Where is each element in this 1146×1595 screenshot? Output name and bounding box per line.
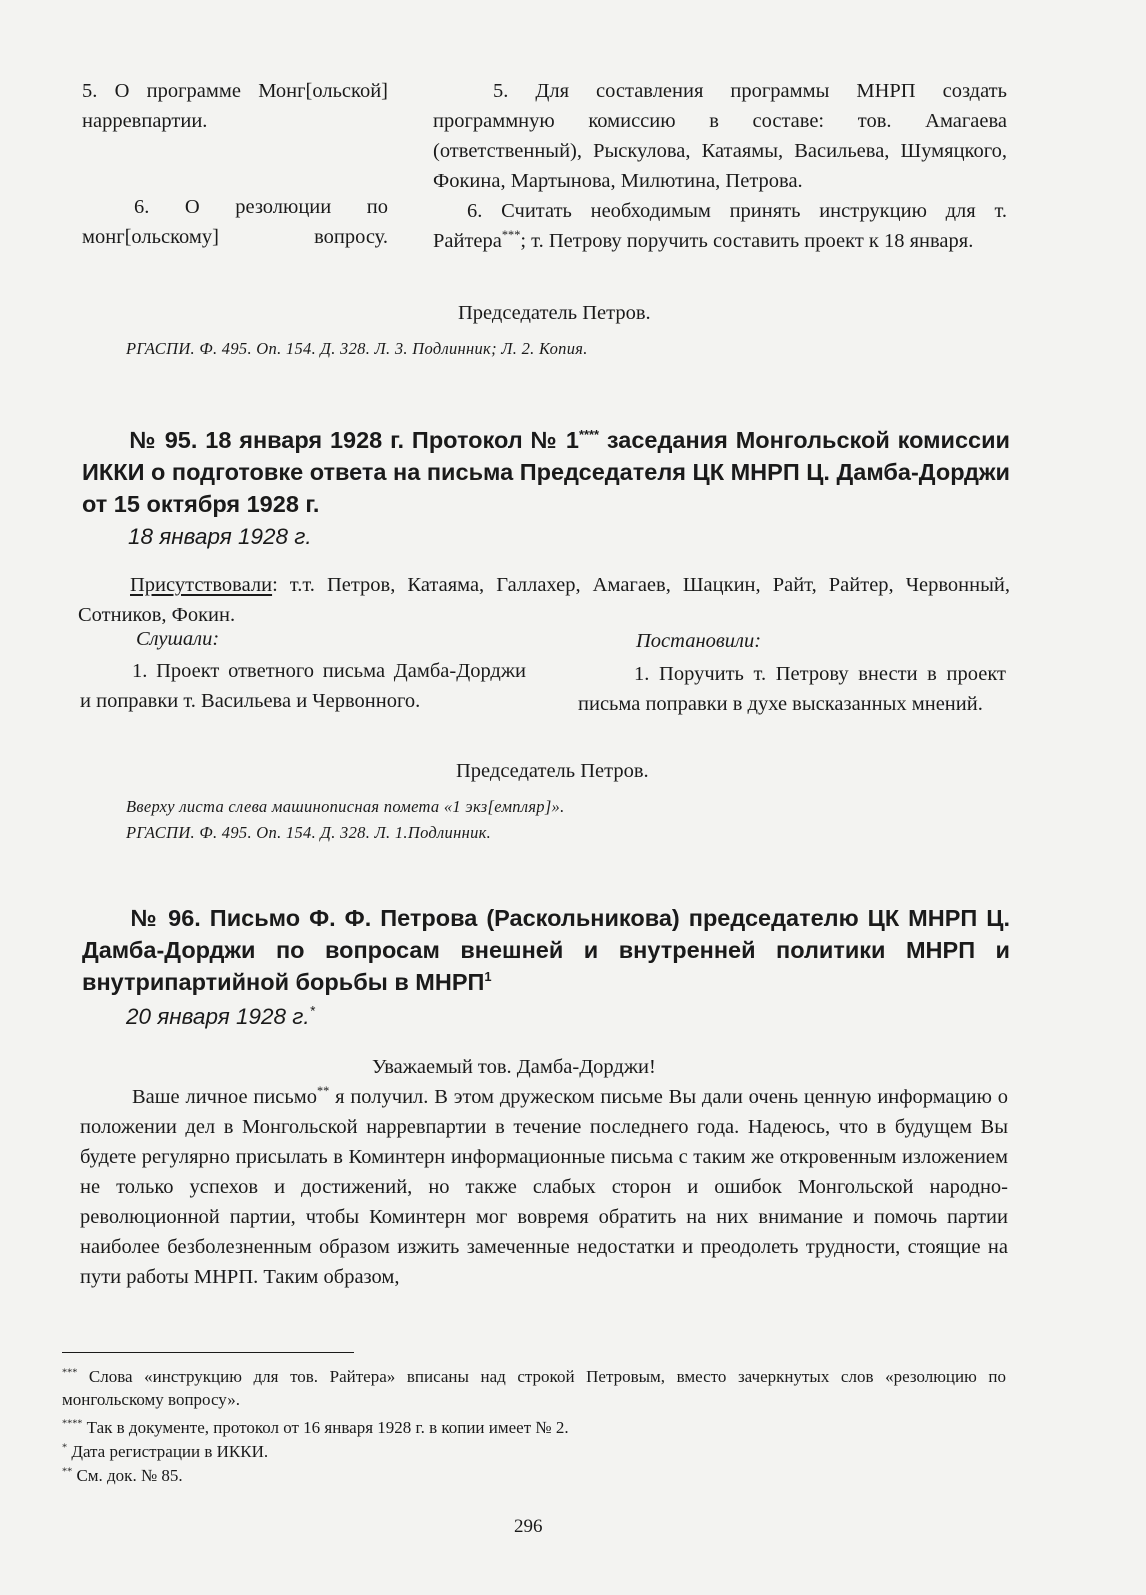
footnote-4: **** Так в документе, протокол от 16 января 1928 г. в копии имеет № 2. [62,1418,569,1437]
footnote-ref-2: ** [316,1084,330,1099]
footnote-ref-4: **** [578,427,600,443]
letter-salutation: Уважаемый тов. Дамба-Дорджи! [372,1056,656,1078]
doc95-note: Вверху листа слева машинописная помета «1 экз[емпляр]». [126,797,565,816]
decided-item: 1. Поручить т. Петрову внести в проект письма поправки в духе высказанных мнений. [578,663,1006,715]
doc95-date: 18 января 1928 г. [128,524,312,549]
footnote-ref-1: * [309,1003,315,1019]
archive-reference: РГАСПИ. Ф. 495. Оп. 154. Д. 328. Л. 3. Подлинник; Л. 2. Копия. [126,339,588,358]
doc95-heading: № 95. 18 января 1928 г. Протокол № 1**** заседания Монгольской комиссии ИККИ о подготовке ответа на письма Председателя ЦК МНРП Ц. Дамба-Дорджи от 15 октября 1928 г. [82,427,1010,517]
doc96-heading: № 96. Письмо Ф. Ф. Петрова (Раскольникова) председателю ЦК МНРП Ц. Дамба-Дорджи по вопросам внешней и внутренней политики МНРП и внутрипартийной борьбы в МНРП$^1$ [82,905,1010,995]
footnote-ref-3: *** [501,228,521,243]
doc95-archive: РГАСПИ. Ф. 495. Оп. 154. Д. 328. Л. 1.Подлинник. [126,823,492,842]
item-5-right: 5. Для составления программы МНРП создать программную комиссию в составе: тов. Амагаева (ответственный), Рыскулова, Катаямы, Васильева, Шумяцкого, Фокина, Мартынова, Милютина, Петрова. [433,80,1007,192]
footnote-1: * Дата регистрации в ИККИ. [62,1442,269,1461]
endnote-ref-1: 1 [484,969,492,985]
footnote-2: ** См. док. № 85. [62,1466,183,1485]
heard-label: Слушали: [136,628,220,650]
doc95-present: Присутствовали: т.т. Петров, Катаяма, Галлахер, Амагаев, Шацкин, Райт, Райтер, Червонный, Сотников, Фокин. [78,574,1010,626]
heard-item: 1. Проект ответного письма Дамба-Дорджи и поправки т. Васильева и Червонного. [80,660,526,712]
letter-body: Ваше личное письмо** я получил. В этом дружеском письме Вы дали очень ценную информацию о положении дел в Монгольской нарревпартии в течение последнего года. Надеюсь, что в будущем Вы будете регулярно присылать в Коминтерн информационные письма с таким же откровенным изложением не только успехов и достижений, но также слабых сторон и ошибок Монгольской народно-революционной партии, чтобы Коминтерн мог вовремя обратить на них внимание и помочь партии наиболее безболезненным образом изжить замеченные недостатки и преодолеть трудности, стоящие на пути работы МНРП. Таким образом, [80,1084,1008,1288]
footnote-divider [62,1352,354,1353]
doc96-date: 20 января 1928 г.* [126,1003,315,1029]
doc95-chairman: Председатель Петров. [456,760,649,782]
item-5-left: 5. О программе Монг[ольской] нарревпартии. [82,80,388,132]
decided-label: Постановили: [636,630,762,652]
item-6-left: 6. О резолюции по монг[ольскому] вопросу. [82,196,388,248]
chairman-signature: Председатель Петров. [458,302,651,324]
item-6-right: 6. Считать необходимым принять инструкцию для т. Райтера***; т. Петрову поручить составить проект к 18 января. [433,200,1007,252]
footnote-3: *** Слова «инструкцию для тов. Райтера» вписаны над строкой Петровым, вместо зачеркнутых слов «резолюцию по монгольскому вопросу». [62,1367,1006,1409]
page-number: 296 [514,1516,543,1537]
